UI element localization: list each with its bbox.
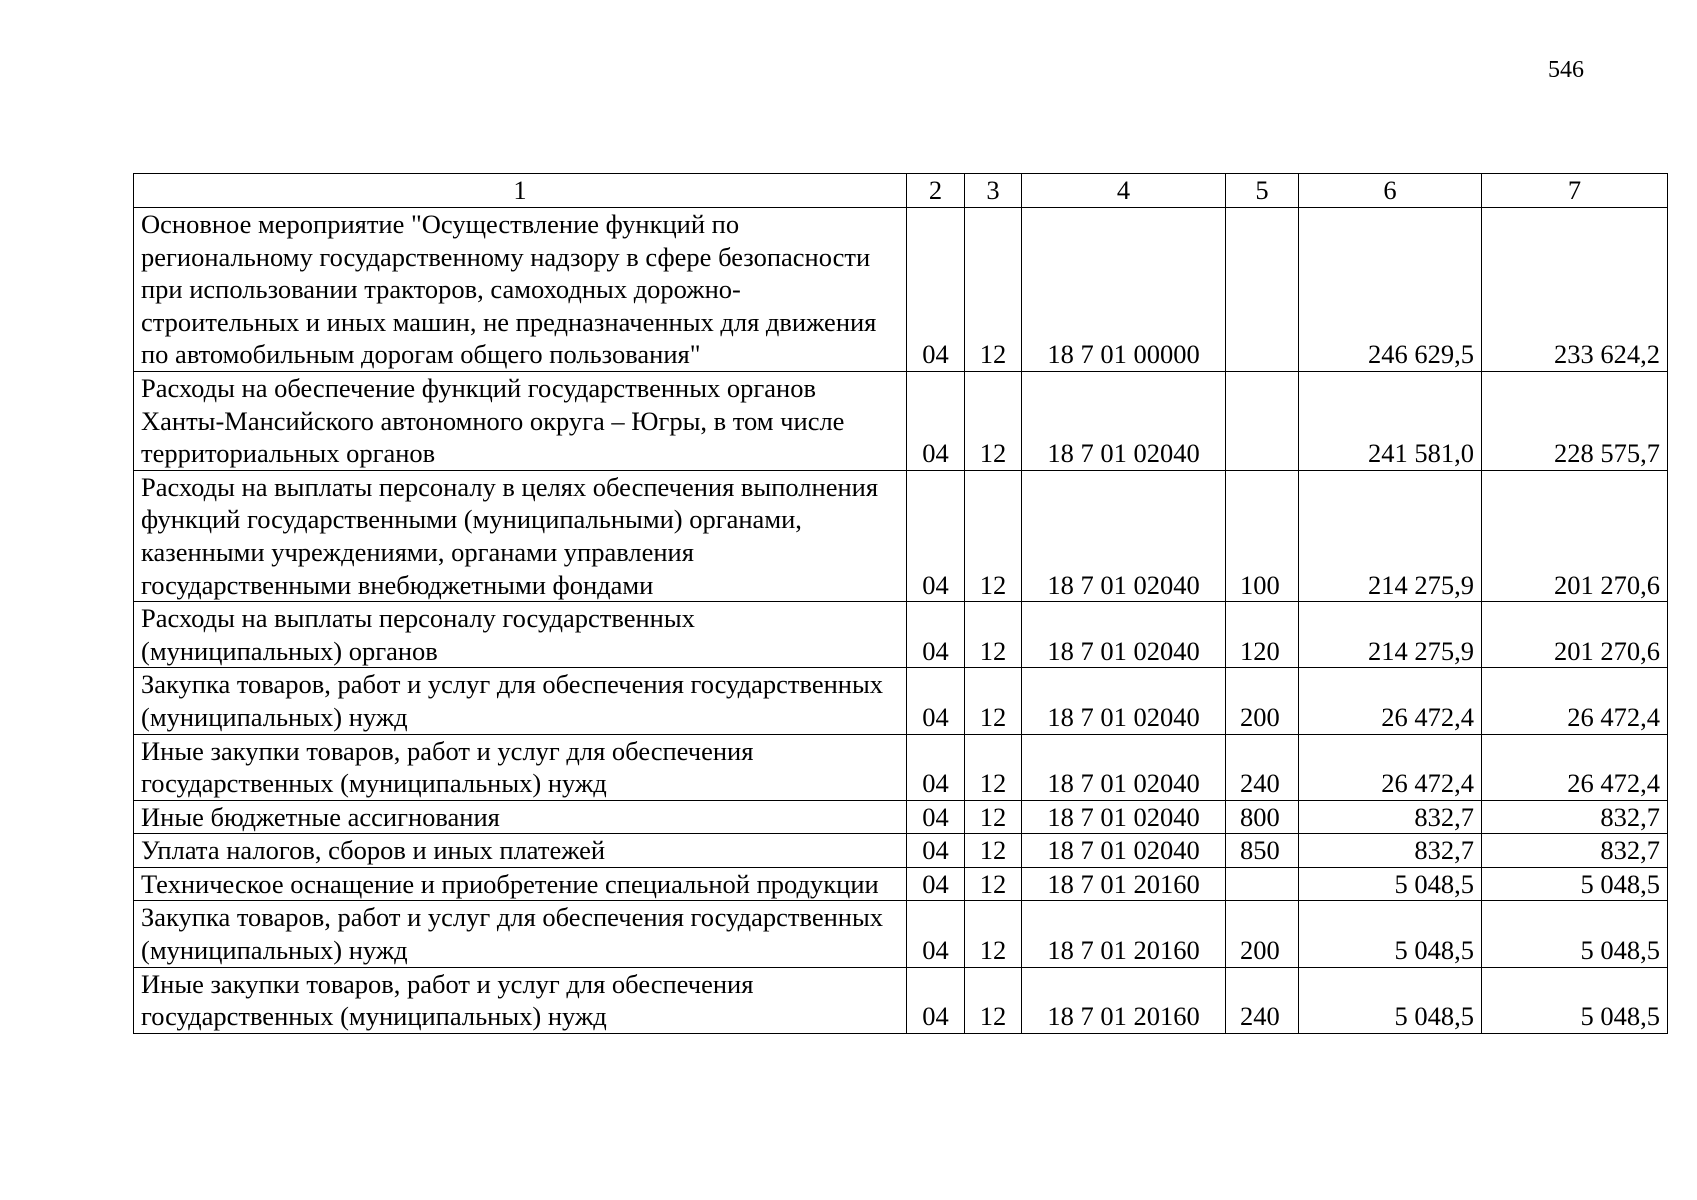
table-row (134, 470, 1668, 601)
subsection-code: 12 (965, 834, 1022, 868)
target-article-code: 18 7 01 20160 (1022, 901, 1226, 967)
amount-1: 5 048,5 (1299, 901, 1482, 967)
column-header: 5 (1226, 174, 1299, 208)
amount-2: 233 624,2 (1482, 208, 1668, 372)
target-article-code: 18 7 01 02040 (1022, 800, 1226, 834)
page-number: 546 (1548, 57, 1584, 83)
expense-name: Расходы на обеспечение функций государственных органов Ханты-Мансийского автономного округа – Югры, в том числе территориальных органов (134, 371, 907, 470)
subsection-code: 12 (965, 602, 1022, 668)
column-header: 6 (1299, 174, 1482, 208)
header-row (134, 174, 1668, 208)
column-header: 3 (965, 174, 1022, 208)
amount-2: 832,7 (1482, 834, 1668, 868)
expense-type-code: 850 (1226, 834, 1299, 868)
amount-2: 5 048,5 (1482, 867, 1668, 901)
amount-1: 5 048,5 (1299, 867, 1482, 901)
table-row (134, 734, 1668, 800)
subsection-code: 12 (965, 734, 1022, 800)
column-header: 2 (907, 174, 965, 208)
section-code: 04 (907, 800, 965, 834)
table-row (134, 602, 1668, 668)
expense-type-code: 240 (1226, 967, 1299, 1033)
section-code: 04 (907, 901, 965, 967)
expense-name: Уплата налогов, сборов и иных платежей (134, 834, 907, 868)
column-header: 1 (134, 174, 907, 208)
section-code: 04 (907, 602, 965, 668)
expense-type-code: 200 (1226, 668, 1299, 734)
expense-type-code: 800 (1226, 800, 1299, 834)
table-row (134, 208, 1668, 372)
subsection-code: 12 (965, 967, 1022, 1033)
expense-type-code: 200 (1226, 901, 1299, 967)
section-code: 04 (907, 470, 965, 601)
amount-2: 5 048,5 (1482, 967, 1668, 1033)
expense-name: Расходы на выплаты персоналу государственных (муниципальных) органов (134, 602, 907, 668)
expense-name: Основное мероприятие "Осуществление функций по региональному государственному надзору в сфере безопасности при использовании тракторов, самоходных дорожно-строительных и иных машин, не предназначенных для движения по автомобильным дорогам общего пользования" (134, 208, 907, 372)
target-article-code: 18 7 01 00000 (1022, 208, 1226, 372)
amount-2: 5 048,5 (1482, 901, 1668, 967)
table-row (134, 867, 1668, 901)
expense-type-code: 240 (1226, 734, 1299, 800)
subsection-code: 12 (965, 371, 1022, 470)
subsection-code: 12 (965, 470, 1022, 601)
amount-1: 214 275,9 (1299, 602, 1482, 668)
section-code: 04 (907, 371, 965, 470)
section-code: 04 (907, 208, 965, 372)
amount-1: 214 275,9 (1299, 470, 1482, 601)
table-row (134, 834, 1668, 868)
amount-1: 241 581,0 (1299, 371, 1482, 470)
target-article-code: 18 7 01 20160 (1022, 967, 1226, 1033)
amount-2: 228 575,7 (1482, 371, 1668, 470)
amount-2: 201 270,6 (1482, 470, 1668, 601)
expense-type-code (1226, 208, 1299, 372)
amount-1: 26 472,4 (1299, 734, 1482, 800)
section-code: 04 (907, 867, 965, 901)
table-row (134, 967, 1668, 1033)
amount-1: 26 472,4 (1299, 668, 1482, 734)
column-header: 4 (1022, 174, 1226, 208)
budget-table (133, 173, 1668, 1034)
target-article-code: 18 7 01 02040 (1022, 668, 1226, 734)
expense-name: Иные закупки товаров, работ и услуг для обеспечения государственных (муниципальных) нужд (134, 967, 907, 1033)
table-row (134, 668, 1668, 734)
expense-name: Закупка товаров, работ и услуг для обеспечения государственных (муниципальных) нужд (134, 668, 907, 734)
expense-name: Расходы на выплаты персоналу в целях обеспечения выполнения функций государственными (муниципальными) органами, казенными учреждениями, органами управления государственными внебюджетными фондами (134, 470, 907, 601)
table-row (134, 800, 1668, 834)
expense-type-code (1226, 867, 1299, 901)
section-code: 04 (907, 668, 965, 734)
amount-1: 5 048,5 (1299, 967, 1482, 1033)
expense-name: Техническое оснащение и приобретение специальной продукции (134, 867, 907, 901)
section-code: 04 (907, 834, 965, 868)
column-header: 7 (1482, 174, 1668, 208)
target-article-code: 18 7 01 02040 (1022, 371, 1226, 470)
target-article-code: 18 7 01 02040 (1022, 470, 1226, 601)
amount-1: 832,7 (1299, 834, 1482, 868)
section-code: 04 (907, 734, 965, 800)
target-article-code: 18 7 01 02040 (1022, 602, 1226, 668)
target-article-code: 18 7 01 02040 (1022, 734, 1226, 800)
section-code: 04 (907, 967, 965, 1033)
expense-name: Иные бюджетные ассигнования (134, 800, 907, 834)
amount-1: 246 629,5 (1299, 208, 1482, 372)
amount-2: 26 472,4 (1482, 668, 1668, 734)
amount-2: 201 270,6 (1482, 602, 1668, 668)
expense-name: Закупка товаров, работ и услуг для обеспечения государственных (муниципальных) нужд (134, 901, 907, 967)
subsection-code: 12 (965, 867, 1022, 901)
expense-name: Иные закупки товаров, работ и услуг для обеспечения государственных (муниципальных) нужд (134, 734, 907, 800)
amount-2: 26 472,4 (1482, 734, 1668, 800)
amount-2: 832,7 (1482, 800, 1668, 834)
subsection-code: 12 (965, 800, 1022, 834)
expense-type-code (1226, 371, 1299, 470)
table-row (134, 901, 1668, 967)
subsection-code: 12 (965, 208, 1022, 372)
subsection-code: 12 (965, 901, 1022, 967)
expense-type-code: 100 (1226, 470, 1299, 601)
target-article-code: 18 7 01 20160 (1022, 867, 1226, 901)
subsection-code: 12 (965, 668, 1022, 734)
expense-type-code: 120 (1226, 602, 1299, 668)
target-article-code: 18 7 01 02040 (1022, 834, 1226, 868)
amount-1: 832,7 (1299, 800, 1482, 834)
table-row (134, 371, 1668, 470)
